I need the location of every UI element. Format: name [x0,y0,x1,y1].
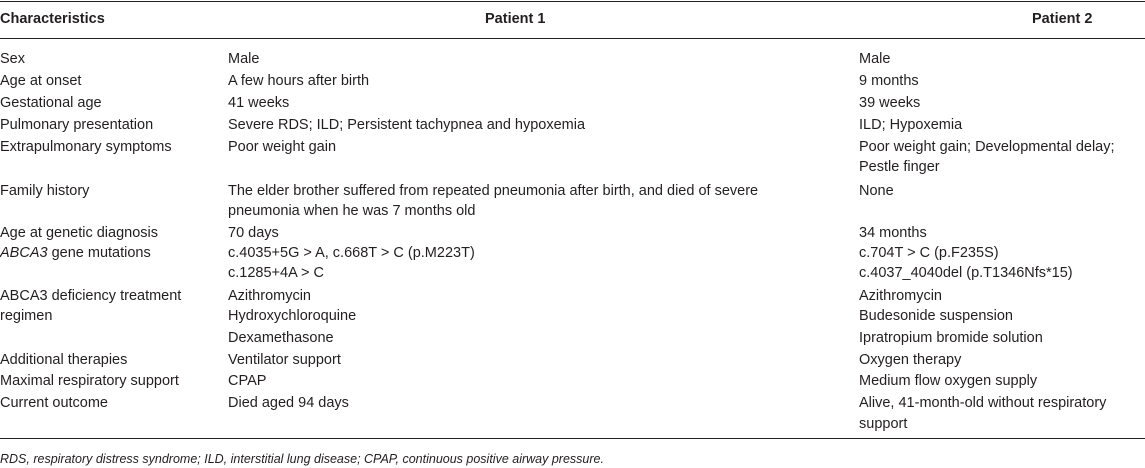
row-outcome-p2-line1: Alive, 41-month-old without respiratory [859,395,1107,411]
row-additional-label: Additional therapies [0,352,128,368]
row-treatment-p1-line2: Hydroxychloroquine [228,308,357,324]
row-family-p1-line2: pneumonia when he was 7 months old [228,203,476,219]
row-mutations-p2-line1: c.704T > C (p.F235S) [859,245,999,261]
row-treatment-p2-line1: Azithromycin [859,288,942,304]
row-diagnosis-p2: 34 months [859,225,927,241]
row-treatment-label-line2: regimen [0,308,53,324]
row-family-p2: None [859,183,894,199]
row-sex-p1: Male [228,51,260,67]
row-onset-label: Age at onset [0,73,82,89]
row-family-p1-line1: The elder brother suffered from repeated pneumonia after birth, and died of severe [228,183,759,199]
row-mutations-p1-line1: c.4035+5G > A, c.668T > C (p.M223T) [228,245,475,261]
row-support-p2: Medium flow oxygen supply [859,373,1038,389]
row-treatment-p1-line3: Dexamethasone [228,330,334,346]
row-gestational-label: Gestational age [0,95,102,111]
table-footnote: RDS, respiratory distress syndrome; ILD, interstitial lung disease; CPAP, continuous positive airway pressure. [0,452,604,466]
row-outcome-label: Current outcome [0,395,108,411]
row-extrapulmonary-label: Extrapulmonary symptoms [0,139,172,155]
row-treatment-label-line1: ABCA3 deficiency treatment [0,288,182,304]
row-gestational-p1: 41 weeks [228,95,290,111]
row-family-label: Family history [0,183,90,199]
row-support-p1: CPAP [228,373,267,389]
header-patient-2: Patient 2 [1032,11,1093,27]
header-bottom-rule [0,38,1145,39]
row-sex-p2: Male [859,51,891,67]
table-top-rule [0,1,1145,2]
row-diagnosis-p1: 70 days [228,225,279,241]
header-characteristics: Characteristics [0,11,105,27]
row-additional-p2: Oxygen therapy [859,352,962,368]
row-treatment-p2-line3: Ipratropium bromide solution [859,330,1043,346]
row-support-label: Maximal respiratory support [0,373,179,389]
row-mutations-p1-line2: c.1285+4A > C [228,265,324,281]
row-mutations-p2-line2: c.4037_4040del (p.T1346Nfs*15) [859,265,1073,281]
row-extrapulmonary-p1: Poor weight gain [228,139,337,155]
table-bottom-rule [0,438,1145,439]
row-diagnosis-label: Age at genetic diagnosis [0,225,158,241]
row-gestational-p2: 39 weeks [859,95,921,111]
row-onset-p1: A few hours after birth [228,73,370,89]
row-pulmonary-p2: ILD; Hypoxemia [859,117,963,133]
gene-label-rest: gene mutations [47,245,151,261]
row-outcome-p2-line2: support [859,416,908,432]
row-pulmonary-label: Pulmonary presentation [0,117,154,133]
row-treatment-p2-line2: Budesonide suspension [859,308,1013,324]
gene-name: ABCA3 [0,245,48,261]
row-mutations-label [0,242,151,264]
row-onset-p2: 9 months [859,73,919,89]
row-sex-label: Sex [0,51,25,67]
row-additional-p1: Ventilator support [228,352,341,368]
header-patient-1: Patient 1 [485,11,546,27]
row-pulmonary-p1: Severe RDS; ILD; Persistent tachypnea and hypoxemia [228,117,586,133]
row-outcome-p1: Died aged 94 days [228,395,349,411]
row-extrapulmonary-p2-line1: Poor weight gain; Developmental delay; [859,139,1115,155]
row-extrapulmonary-p2-line2: Pestle finger [859,159,940,175]
row-treatment-p1-line1: Azithromycin [228,288,311,304]
